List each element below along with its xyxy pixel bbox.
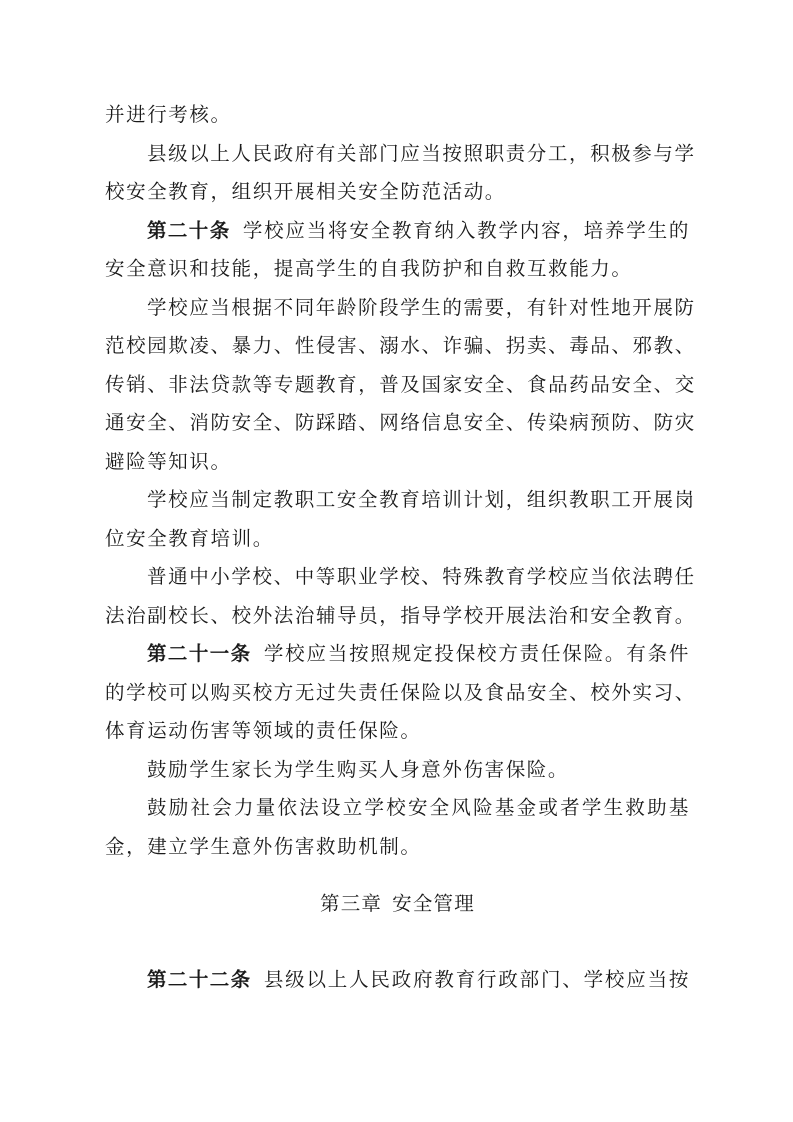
article-number: 第二十条 xyxy=(147,218,231,242)
text-line: 避险等知识。 xyxy=(105,449,232,473)
paragraph-risk-fund xyxy=(105,789,690,866)
article-number: 第二十一条 xyxy=(147,642,252,665)
article-text: 学校应当将安全教育纳入教学内容，培养学生的 xyxy=(242,218,690,242)
text-line: 安全意识和技能，提高学生的自我防护和自救互救能力。 xyxy=(105,257,633,280)
text-line: 并进行考核。 xyxy=(105,103,232,126)
text-line: 通安全、消防安全、防踩踏、网络信息安全、传染病预防、防灾 xyxy=(105,411,696,434)
paragraph-gov-departments xyxy=(105,135,696,212)
paragraph-continuation xyxy=(105,96,690,135)
article-22 xyxy=(105,961,690,1000)
chapter-number: 第三章 xyxy=(320,892,383,915)
text-line: 县级以上人民政府有关部门应当按照职责分工，积极参与学 xyxy=(147,141,696,165)
text-line: 传销、非法贷款等专题教育，普及国家安全、食品药品安全、交 xyxy=(105,372,696,396)
article-text: 县级以上人民政府教育行政部门、学校应当按 xyxy=(263,968,690,991)
paragraph-legal-vice-principal xyxy=(105,558,696,635)
text-line: 校安全教育，组织开展相关安全防范活动。 xyxy=(105,180,506,203)
paragraph-parent-insurance xyxy=(105,751,690,790)
chapter-heading xyxy=(105,885,690,924)
text-line: 的学校可以购买校方无过失责任保险以及食品安全、校外实习、 xyxy=(105,680,696,704)
text-line: 位安全教育培训。 xyxy=(105,526,274,550)
article-number: 第二十二条 xyxy=(147,968,252,991)
text-line: 鼓励社会力量依法设立学校安全风险基金或者学生救助基 xyxy=(147,796,690,819)
text-line: 法治副校长、校外法治辅导员，指导学校开展法治和安全教育。 xyxy=(105,603,696,627)
text-line: 范校园欺凌、暴力、性侵害、溺水、诈骗、拐卖、毒品、邪教、 xyxy=(105,334,696,357)
text-line xyxy=(105,212,690,251)
text-line xyxy=(105,635,690,674)
text-line xyxy=(105,961,690,1000)
paragraph-special-education xyxy=(105,289,696,482)
article-21 xyxy=(105,635,696,751)
text-line: 鼓励学生家长为学生购买人身意外伤害保险。 xyxy=(147,757,570,781)
text-line: 普通中小学校、中等职业学校、特殊教育学校应当依法聘任 xyxy=(147,565,696,588)
article-20 xyxy=(105,212,690,289)
article-text: 学校应当按照规定投保校方责任保险。有条件 xyxy=(263,642,690,665)
paragraph-staff-training xyxy=(105,481,696,558)
chapter-title: 安全管理 xyxy=(392,892,475,915)
text-line: 学校应当制定教职工安全教育培训计划，组织教职工开展岗 xyxy=(147,488,696,511)
text-line: 金，建立学生意外伤害救助机制。 xyxy=(105,834,422,858)
text-line: 体育运动伤害等领域的责任保险。 xyxy=(105,719,422,742)
text-line: 学校应当根据不同年龄阶段学生的需要，有针对性地开展防 xyxy=(147,295,696,319)
